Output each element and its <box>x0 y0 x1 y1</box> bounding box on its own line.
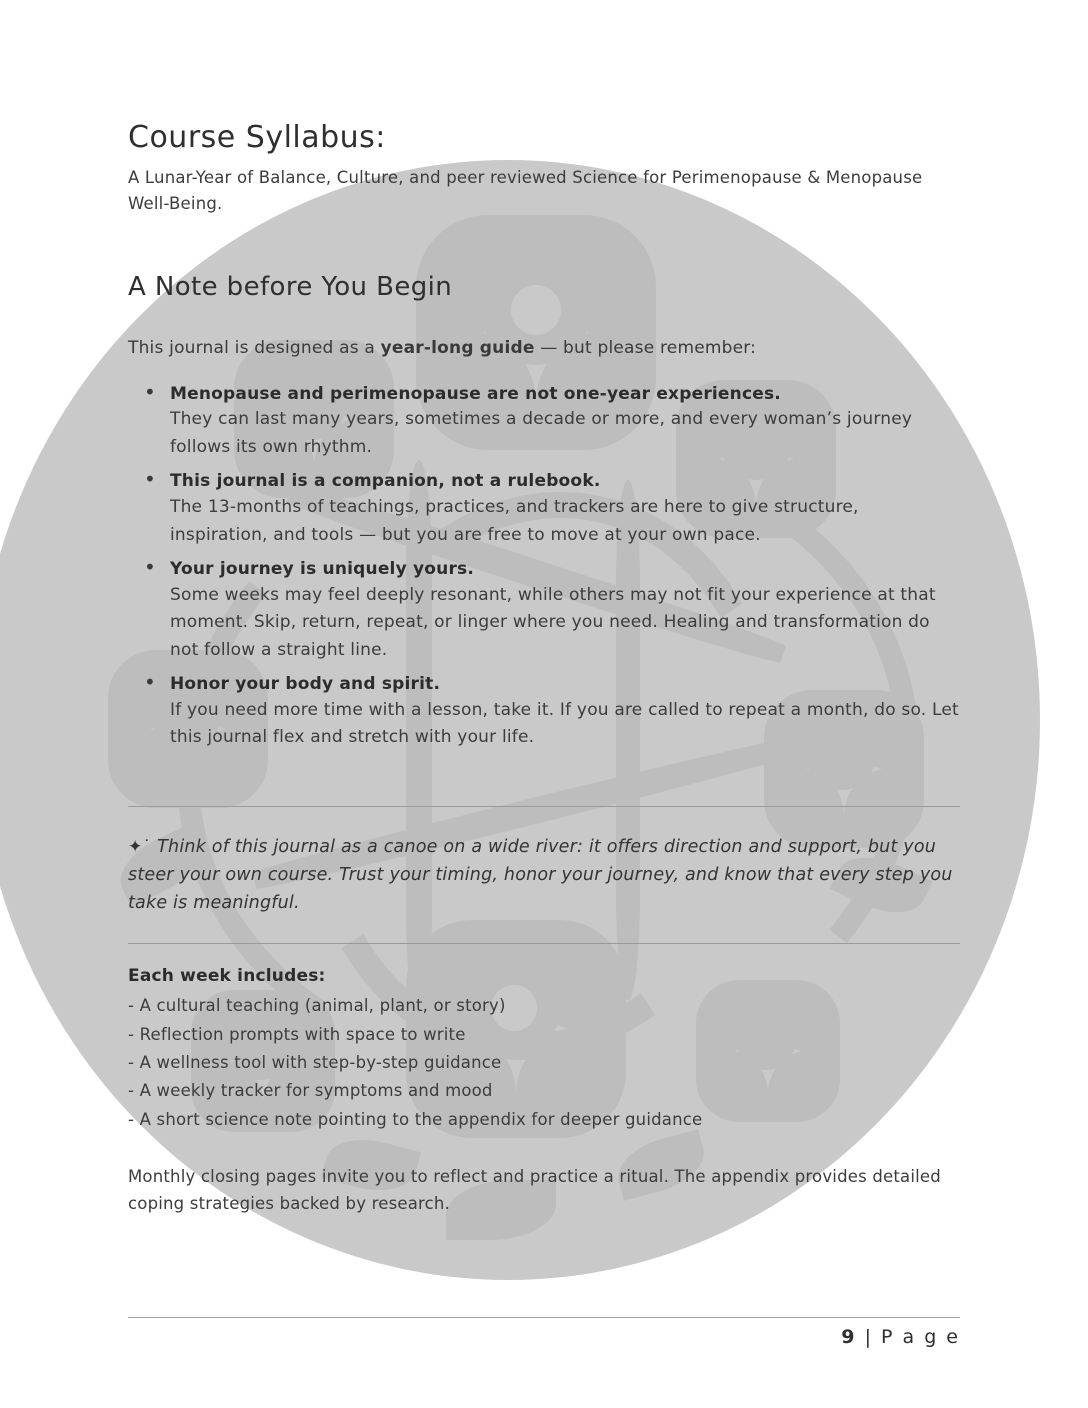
pull-quote-text: Think of this journal as a canoe on a wide river: it offers direction and support, but you steer your own course. Trust your timing, honor your journey, and know that every step you take is meaningful. <box>128 836 953 914</box>
point-body: If you need more time with a lesson, take it. If you are called to repeat a month, do so. Let this journal flex and stretch with your life. <box>170 699 959 748</box>
point-heading: • Your journey is uniquely yours. <box>170 559 475 580</box>
page-footer <box>128 1317 960 1348</box>
pull-quote <box>128 833 958 917</box>
footer-divider <box>128 1317 960 1318</box>
each-week-item: - A weekly tracker for symptoms and mood <box>128 1081 493 1101</box>
list-item <box>170 672 960 752</box>
point-body: They can last many years, sometimes a decade or more, and every woman’s journey follows its own rhythm. <box>170 409 913 457</box>
closing-paragraph: Monthly closing pages invite you to reflect and practice a ritual. The appendix provides detailed coping strategies backed by research. <box>128 1167 941 1213</box>
section-heading: A Note before You Begin <box>128 272 453 303</box>
point-heading: • Honor your body and spirit. <box>170 674 441 695</box>
point-body: Some weeks may feel deeply resonant, while others may not fit your experience at that moment. Skip, return, repeat, or linger where you need. Healing and transformation do not follow a straight line. <box>170 584 936 660</box>
each-week-item: - Reflection prompts with space to write <box>128 1024 466 1044</box>
sparkle-icon: ✦˙ <box>128 836 152 857</box>
intro-paragraph <box>128 336 960 362</box>
each-week-item: - A cultural teaching (animal, plant, or story) <box>128 996 506 1016</box>
page-subtitle: A Lunar-Year of Balance, Culture, and peer reviewed Science for Perimenopause & Menopause Well-Being. <box>128 168 923 213</box>
page-label: | P a g e <box>864 1326 960 1348</box>
point-heading: • This journal is a companion, not a rulebook. <box>170 471 601 492</box>
intro-text-bold: year-long guide <box>380 338 535 359</box>
divider-top <box>128 806 960 807</box>
point-heading: • Menopause and perimenopause are not one-year experiences. <box>170 383 781 404</box>
intro-text-before: This journal is designed as a <box>128 338 381 359</box>
list-item <box>170 469 960 549</box>
list-item <box>170 557 960 664</box>
each-week-item: - A short science note pointing to the appendix for deeper guidance <box>128 1109 703 1129</box>
page-title: Course Syllabus: <box>128 120 386 155</box>
each-week-item: - A wellness tool with step-by-step guidance <box>128 1052 502 1072</box>
points-list <box>128 382 960 752</box>
footer-page-indicator <box>128 1326 960 1348</box>
divider-bottom <box>128 943 960 944</box>
intro-text-after: — but please remember: <box>534 338 757 359</box>
each-week-heading: Each week includes: <box>128 966 326 987</box>
page-number: 9 <box>841 1326 857 1348</box>
point-body: The 13-months of teachings, practices, and trackers are here to give structure, inspiration, and tools — but you are free to move at your own pace. <box>170 496 859 545</box>
list-item <box>170 382 960 462</box>
